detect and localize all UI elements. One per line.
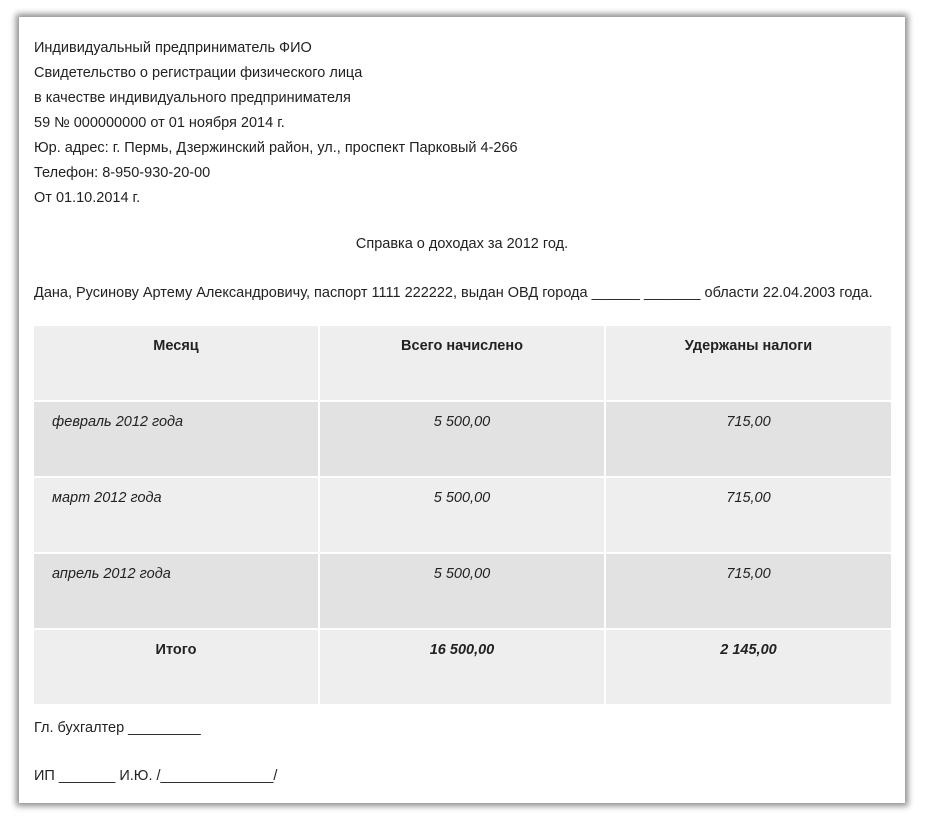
income-table [34, 326, 891, 706]
document-sheet [19, 17, 905, 803]
registration-status: в качестве индивидуального предпринимателя [34, 90, 351, 106]
registration-certificate: Свидетельство о регистрации физического лица [34, 65, 363, 81]
total-tax: 2 145,00 [605, 629, 891, 705]
column-header-tax: Удержаны налоги [605, 326, 891, 401]
month-cell: март 2012 года [34, 477, 319, 553]
total-row [34, 629, 891, 705]
issuer-details [34, 36, 518, 211]
tax-cell: 715,00 [605, 477, 891, 553]
accrued-cell: 5 500,00 [319, 477, 605, 553]
accrued-cell: 5 500,00 [319, 553, 605, 629]
month-cell: февраль 2012 года [34, 401, 319, 477]
accrued-cell: 5 500,00 [319, 401, 605, 477]
issued-to-text: Дана, Русинову Артему Александровичу, паспорт 1111 222222, выдан ОВД города ______ _______ области 22.04.2003 года. [34, 285, 873, 301]
document-title: Справка о доходах за 2012 год. [355, 236, 569, 252]
legal-address: Юр. адрес: г. Пермь, Дзержинский район, ул., проспект Парковый 4-266 [34, 140, 518, 156]
document-date: От 01.10.2014 г. [34, 190, 141, 206]
tax-cell: 715,00 [605, 401, 891, 477]
certificate-number: 59 № 000000000 от 01 ноября 2014 г. [34, 115, 285, 131]
issuer-name: Индивидуальный предприниматель ФИО [34, 40, 312, 56]
total-label: Итого [34, 629, 319, 705]
column-header-month: Месяц [34, 326, 319, 401]
month-cell: апрель 2012 года [34, 553, 319, 629]
table-header-row [34, 326, 891, 401]
table-row [34, 477, 891, 553]
phone: Телефон: 8-950-930-20-00 [34, 165, 211, 181]
column-header-accrued: Всего начислено [319, 326, 605, 401]
entrepreneur-signature: ИП _______ И.Ю. /______________/ [34, 768, 278, 784]
tax-cell: 715,00 [605, 553, 891, 629]
table-row [34, 401, 891, 477]
total-accrued: 16 500,00 [319, 629, 605, 705]
accountant-signature: Гл. бухгалтер _________ [34, 720, 201, 736]
table-row [34, 553, 891, 629]
